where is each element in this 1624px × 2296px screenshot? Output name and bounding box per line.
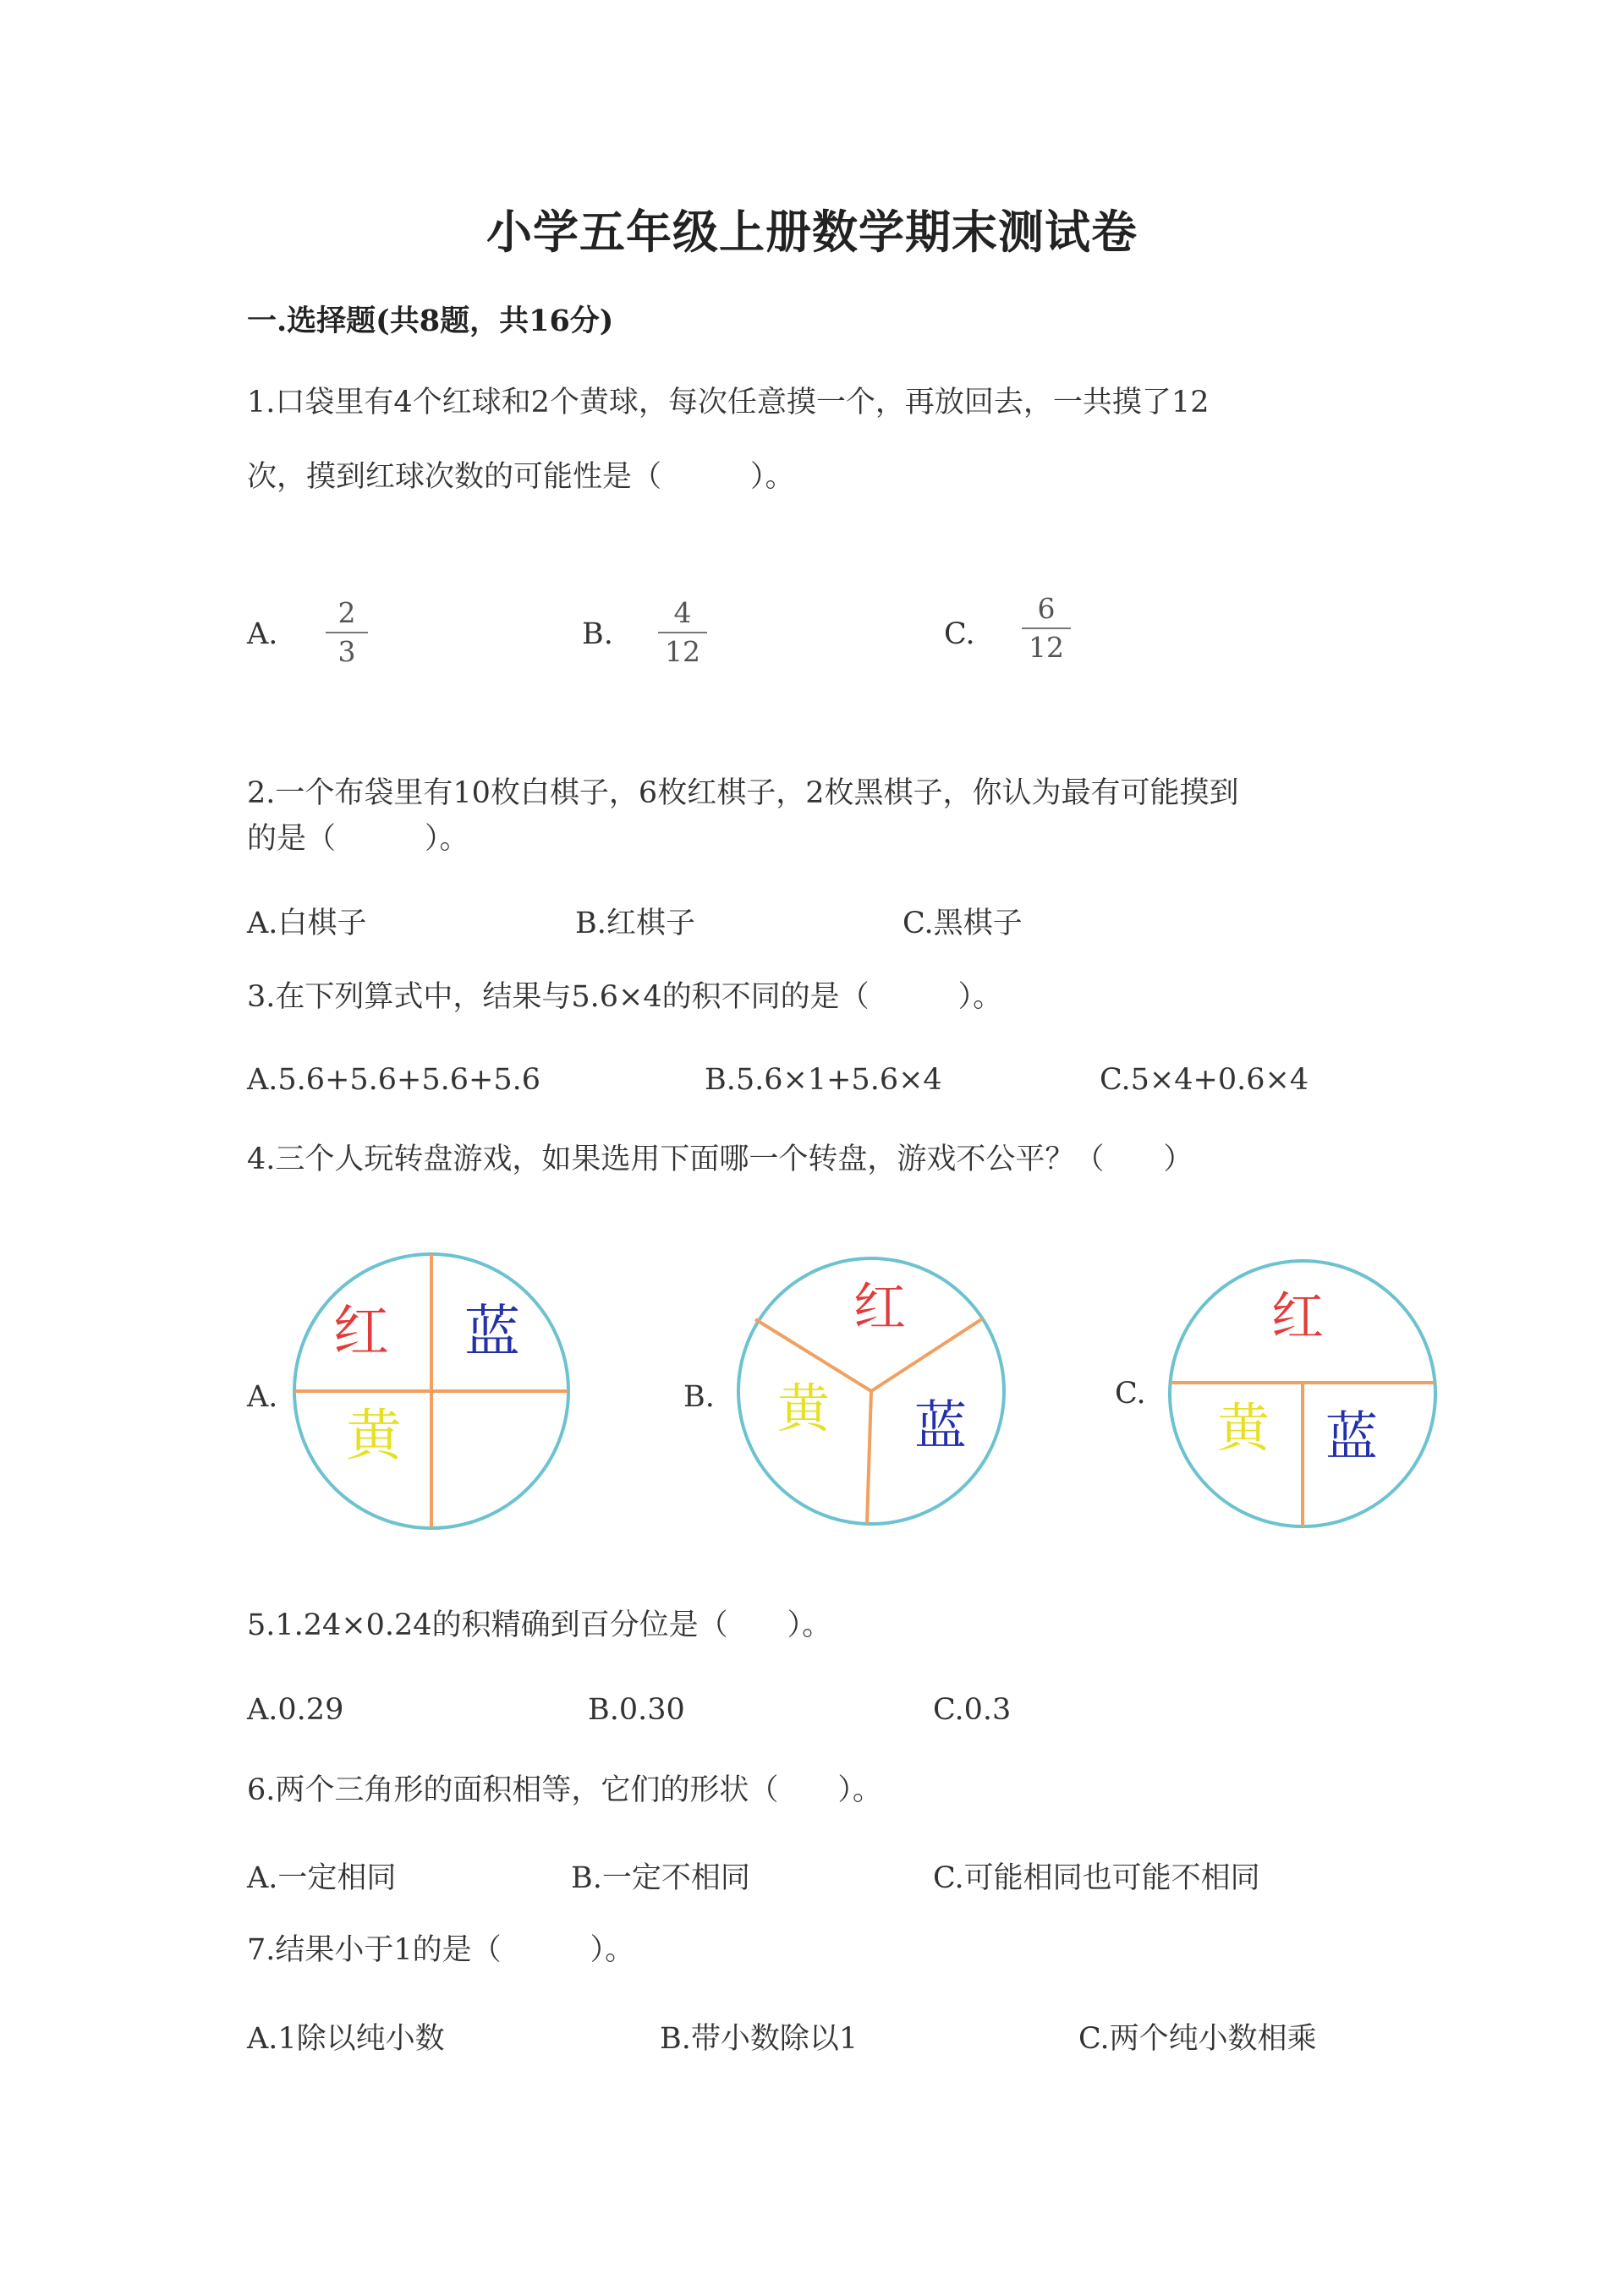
q3-option-b[interactable]: B.5.6×1+5.6×4: [705, 1063, 942, 1097]
spinner-label-yellow: 黄: [776, 1378, 831, 1439]
q4-option-a-letter[interactable]: A.: [247, 1380, 278, 1414]
fraction-denominator: 3: [337, 635, 356, 668]
question-4-text: 4.三个人玩转盘游戏，如果选用下面哪一个转盘，游戏不公平？（ ）: [247, 1143, 1193, 1176]
fraction-denominator: 12: [665, 635, 700, 668]
spinner-label-red: 红: [853, 1276, 907, 1338]
fraction-numerator: 6: [1037, 592, 1056, 625]
question-5-text: 5.1.24×0.24的积精确到百分位是（ ）。: [247, 1608, 832, 1642]
fraction-bar: [1022, 627, 1071, 629]
question-7-text: 7.结果小于1的是（ ）。: [247, 1933, 635, 1967]
spinner-divider: [867, 1391, 871, 1524]
question-1-line-2: 次，摸到红球次数的可能性是（ ）。: [247, 460, 795, 494]
spinner-a[interactable]: [288, 1243, 575, 1531]
fraction-numerator: 4: [673, 596, 692, 629]
q1-option-c-letter[interactable]: C.: [944, 617, 975, 651]
fraction-numerator: 2: [337, 596, 356, 629]
fraction-denominator: 12: [1029, 631, 1064, 664]
fraction-bar: [326, 632, 368, 633]
spinner-label-yellow: 黄: [1216, 1397, 1270, 1459]
q6-option-a[interactable]: A.一定相同: [247, 1861, 397, 1895]
q1-option-a-fraction[interactable]: [326, 596, 368, 669]
spinner-label-blue: 蓝: [464, 1299, 520, 1364]
page-title: 小学五年级上册数学期末测试卷: [486, 205, 1138, 259]
q7-option-b[interactable]: B.带小数除以1: [660, 2022, 859, 2056]
q3-option-c[interactable]: C.5×4+0.6×4: [1100, 1063, 1309, 1097]
spinner-label-red: 红: [1270, 1285, 1325, 1347]
fraction-bar: [658, 632, 707, 633]
q2-option-a[interactable]: A.白棋子: [247, 907, 367, 940]
q5-option-a[interactable]: A.0.29: [247, 1693, 344, 1727]
question-6-text: 6.两个三角形的面积相等，它们的形状（ ）。: [247, 1773, 882, 1807]
q1-option-b-fraction[interactable]: [658, 596, 707, 669]
spinner-b[interactable]: [727, 1247, 1015, 1535]
spinner-label-red: 红: [333, 1299, 389, 1364]
spinner-label-blue: 蓝: [914, 1395, 968, 1456]
spinner-label-blue: 蓝: [1325, 1406, 1379, 1467]
q2-option-b[interactable]: B.红棋子: [575, 907, 695, 940]
spinner-label-yellow: 黄: [346, 1403, 402, 1468]
question-2-line-2: 的是（ ）。: [247, 822, 469, 856]
q5-option-b[interactable]: B.0.30: [588, 1693, 685, 1727]
q5-option-c[interactable]: C.0.3: [933, 1693, 1012, 1727]
q1-option-c-fraction[interactable]: [1022, 592, 1071, 665]
q1-option-b-letter[interactable]: B.: [582, 617, 613, 651]
spinner-c[interactable]: [1159, 1252, 1446, 1539]
section-heading: 一.选择题(共8题，共16分): [247, 304, 614, 338]
question-1-line-1: 1.口袋里有4个红球和2个黄球，每次任意摸一个，再放回去，一共摸了12: [247, 386, 1210, 419]
q6-option-b[interactable]: B.一定不相同: [571, 1861, 750, 1895]
q7-option-c[interactable]: C.两个纯小数相乘: [1078, 2022, 1317, 2056]
q3-option-a[interactable]: A.5.6+5.6+5.6+5.6: [247, 1063, 541, 1097]
q1-option-a-letter[interactable]: A.: [247, 617, 278, 651]
question-3-text: 3.在下列算式中，结果与5.6×4的积不同的是（ ）。: [247, 980, 1003, 1014]
question-2-line-1: 2.一个布袋里有10枚白棋子，6枚红棋子，2枚黑棋子，你认为最有可能摸到: [247, 776, 1239, 810]
q4-option-b-letter[interactable]: B.: [683, 1380, 715, 1414]
q6-option-c[interactable]: C.可能相同也可能不相同: [933, 1861, 1260, 1895]
q4-option-c-letter[interactable]: C.: [1115, 1377, 1146, 1411]
q2-option-c[interactable]: C.黑棋子: [903, 907, 1023, 940]
q7-option-a[interactable]: A.1除以纯小数: [247, 2022, 445, 2056]
